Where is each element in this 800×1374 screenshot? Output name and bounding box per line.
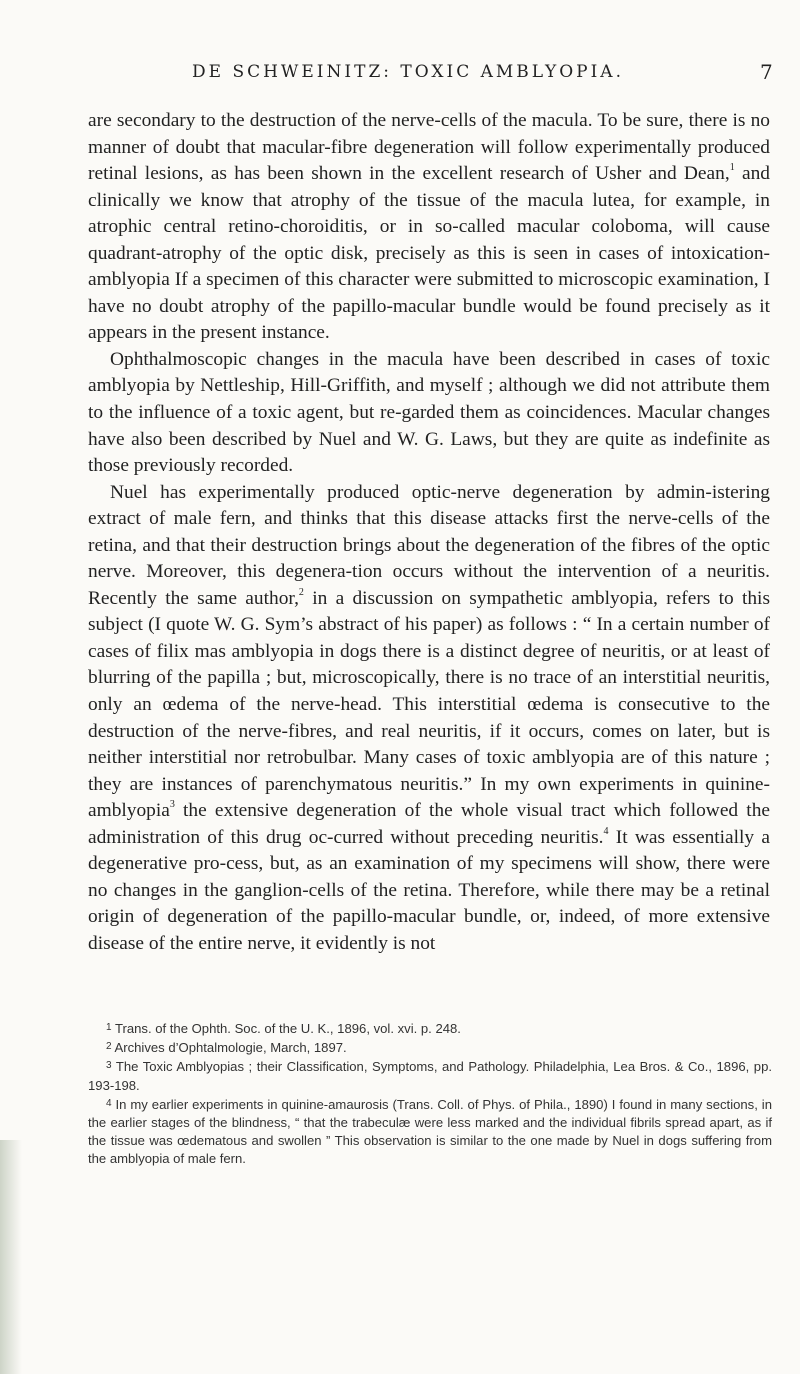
footnote-text: In my earlier experiments in quinine-amaurosis (Trans. Coll. of Phys. of Phila., 1890) I found in many sections, in the earlier stages of the blindness, “ that the trabeculæ were less marked and the individual fibrils spread apart, as if the tissue was œdematous and swollen ” This observation is similar to the one made by Nuel in dogs suffering from the amblyopia of male fern. [88, 1096, 772, 1167]
footnote-4 [88, 1095, 772, 1169]
footnote-ref-2: 2 [298, 586, 304, 598]
page-edge-shadow [0, 1140, 22, 1374]
footnote-text: Archives d’Ophtalmologie, March, 1897. [114, 1040, 347, 1056]
footnote-1 [88, 1019, 772, 1038]
footnote-mark: 3 [106, 1060, 112, 1072]
footnote-ref-3: 3 [169, 799, 175, 811]
footnote-2 [88, 1038, 772, 1057]
footnote-3 [88, 1057, 772, 1094]
footnotes [88, 1019, 772, 1169]
footnote-text: Trans. of the Ophth. Soc. of the U. K., 1896, vol. xvi. p. 248. [114, 1021, 461, 1036]
paragraph-3-part-b: in a discussion on sympathetic amblyopia, refers to this subject (I quote W. G. Sym’s abstract of his paper) as follows : “ In a certain number of cases of filix mas amblyopia in dogs there is a distinct degree of neuritis, or at least of blurring of the papilla ; but, microscopically, there is no trace of an interstitial neuritis, only an œdema of the nerve-head. This interstitial œdema is consecutive to the destruction of the nerve-fibres, and real neuritis, if it occurs, comes on later, but is neither interstitial nor retrobulbar. Many cases of toxic amblyopia are of this nature ; they are instances of parenchymatous neuritis.” In my own experiments in quinine-amblyopia [88, 587, 770, 822]
paragraph-1-part-a: are secondary to the destruction of the nerve-cells of the macula. To be sure, there is no manner of doubt that macular-fibre degeneration will follow experimentally produced retinal lesions, as has been shown in the excellent research of Usher and Dean, [88, 110, 770, 185]
footnote-ref-4: 4 [603, 825, 609, 837]
paragraph-3-part-a: Nuel has experimentally produced optic-nerve degeneration by admin-istering extract of male fern, and thinks that this disease attacks first the nerve-cells of the retina, and that their destruction brings about the degeneration of the fibres of the optic nerve. Moreover, this degenera-tion occurs without the intervention of a neuritis. Recently the same author, [88, 481, 770, 609]
body-text [88, 108, 770, 958]
paragraph-3-part-d: It was essentially a degenerative pro-cess, but, as an examination of my specimens will show, there were no changes in the ganglion-cells of the retina. Therefore, while there may be a retinal origin of degeneration of the papillo-macular bundle, or, indeed, of more extensive disease of the entire nerve, it evidently is not [88, 826, 770, 954]
footnote-mark: 2 [106, 1041, 112, 1053]
paragraph-3-part-c: the extensive degeneration of the whole visual tract which followed the administration of this drug oc-curred without preceding neuritis. [88, 800, 770, 848]
paragraph-2: Ophthalmoscopic changes in the macula have been described in cases of toxic amblyopia by Nettleship, Hill-Griffith, and myself ; although we did not attribute them to the influence of a toxic agent, but re-garded them as coincidences. Macular changes have also been described by Nuel and W. G. Laws, but they are quite as indefinite as those previously recorded. [88, 348, 770, 477]
page-number: 7 [760, 60, 773, 84]
paragraph-1 [88, 108, 770, 347]
paragraph-3 [88, 480, 770, 958]
footnote-mark: 1 [106, 1022, 112, 1033]
footnote-text: The Toxic Amblyopias ; their Classification, Symptoms, and Pathology. Philadelphia, Lea Bros. & Co., 1896, pp. 193-198. [88, 1059, 773, 1093]
running-head: DE SCHWEINITZ: TOXIC AMBLYOPIA. [192, 62, 624, 82]
footnote-ref-1: 1 [729, 162, 735, 174]
paragraph-1-part-b: and clinically we know that atrophy of the tissue of the macula lutea, for example, in atrophic central retino-choroiditis, or in so-called macular coloboma, will cause quadrant-atrophy of the optic disk, precisely as this is seen in cases of intoxication-amblyopia If a specimen of this character were submitted to microscopic examination, I have no doubt atrophy of the papillo-macular bundle would be found precisely as it appears in the present instance. [88, 163, 770, 344]
footnote-mark: 4 [106, 1097, 112, 1109]
